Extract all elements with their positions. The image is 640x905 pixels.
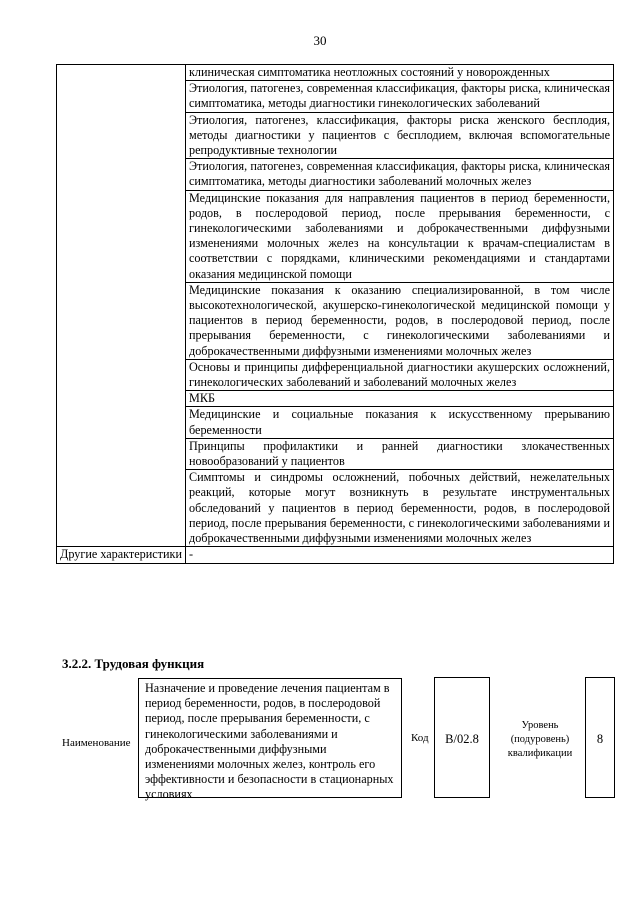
table-cell: Этиология, патогенез, современная классификация, факторы риска, клиническая симптоматика, методы диагностики гинекологических заболеваний <box>186 81 614 112</box>
qualification-level-box <box>585 677 615 798</box>
table-cell: Основы и принципы дифференциальной диагностики акушерских осложнений, гинекологических заболеваний и заболеваний молочных желез <box>186 359 614 390</box>
table-cell: МКБ <box>186 391 614 407</box>
table-row-other <box>57 547 614 563</box>
table-cell: Медицинские показания для направления пациентов в период беременности, родов, в послеродовой период, после прерывания беременности, с гинекологическими заболеваниями и доброкачественными диффузными изменениями молочных желез на консультации к врачам-специалистам в соответствии с порядками, клиническими рекомендациями и стандартами оказания медицинской помощи <box>186 190 614 282</box>
table-cell: Этиология, патогенез, классификация, факторы риска женского бесплодия, методы диагностики у пациентов с бесплодием, включая вспомогательные репродуктивные технологии <box>186 112 614 159</box>
knowledge-table <box>56 64 614 564</box>
code-box <box>434 677 490 798</box>
section-heading: 3.2.2. Трудовая функция <box>62 656 205 671</box>
table-cell: Симптомы и синдромы осложнений, побочных действий, нежелательных реакций, которые могут возникнуть в результате инструментальных обследований у пациентов в период беременности, родов, в послеродовой период, после прерывания беременности, с гинекологическими заболеваниями и доброкачественными диффузными изменениями молочных желез <box>186 470 614 547</box>
qualification-level-value: 8 <box>596 732 604 746</box>
function-name-box: Назначение и проведение лечения пациентам в период беременности, родов, в послеродовой период, после прерывания беременности, с гинекологическими заболеваниями и доброкачественными диффузными изменениями молочных желез, контроль его эффективности и безопасности в стационарных условиях <box>138 678 402 798</box>
name-label: Наименование <box>62 737 131 749</box>
qualification-level-label: Уровень (подуровень) квалификации <box>507 720 573 759</box>
page-number: 30 <box>313 33 327 48</box>
other-characteristics-label: Другие характеристики <box>57 547 186 563</box>
table-row <box>57 65 614 81</box>
table-cell: Принципы профилактики и ранней диагностики злокачественных новообразований у пациентов <box>186 438 614 469</box>
table-cell: Медицинские и социальные показания к искусственному прерыванию беременности <box>186 407 614 438</box>
row-header-empty <box>57 65 186 547</box>
table-cell: Медицинские показания к оказанию специализированной, в том числе высокотехнологической, акушерско-гинекологической медицинской помощи у пациентов в период беременности, родов, в послеродовой период, после прерывания беременности, с гинекологическими заболеваниями и доброкачественными диффузными изменениями молочных желез <box>186 282 614 359</box>
table-cell: клиническая симптоматика неотложных состояний у новорожденных <box>186 65 614 81</box>
other-characteristics-value: - <box>186 547 614 563</box>
code-label: Код <box>411 732 429 744</box>
code-value: B/02.8 <box>445 732 479 746</box>
table-cell: Этиология, патогенез, современная классификация, факторы риска, клиническая симптоматика, методы диагностики заболеваний молочных желез <box>186 159 614 190</box>
